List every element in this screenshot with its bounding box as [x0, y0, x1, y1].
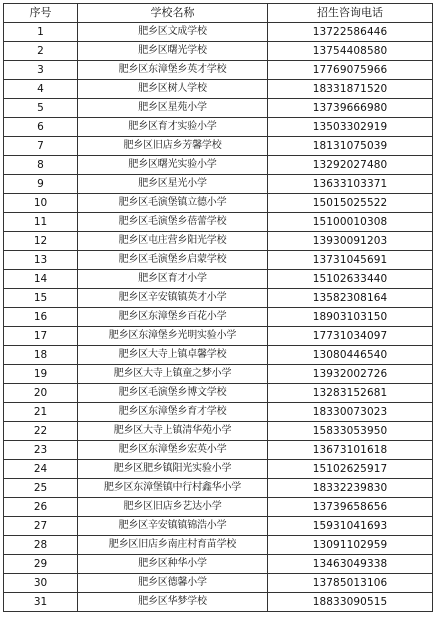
table-row [4, 156, 433, 175]
row-index-cell: 29 [4, 555, 78, 574]
table-row [4, 308, 433, 327]
school-name-cell: 肥乡区旧店乡南庄村育苗学校 [78, 536, 268, 555]
school-name-cell: 肥乡区东漳堡乡光明实验小学 [78, 327, 268, 346]
table-row [4, 346, 433, 365]
phone-cell: 15102633440 [268, 270, 433, 289]
row-index-cell: 22 [4, 422, 78, 441]
phone-cell: 15931041693 [268, 517, 433, 536]
school-name-cell: 肥乡区毛演堡镇立德小学 [78, 194, 268, 213]
phone-cell: 13283152681 [268, 384, 433, 403]
table-row [4, 289, 433, 308]
table-row [4, 80, 433, 99]
phone-cell: 13503302919 [268, 118, 433, 137]
phone-cell: 18903103150 [268, 308, 433, 327]
school-name-cell: 肥乡区肥乡镇阳光实验小学 [78, 460, 268, 479]
school-name-cell: 肥乡区毛演堡乡启蒙学校 [78, 251, 268, 270]
table-row [4, 593, 433, 612]
phone-cell: 13633103371 [268, 175, 433, 194]
school-name-cell: 肥乡区曙光学校 [78, 42, 268, 61]
row-index-cell: 11 [4, 213, 78, 232]
school-name-cell: 肥乡区大寺上镇清华苑小学 [78, 422, 268, 441]
table-row [4, 194, 433, 213]
table-row [4, 23, 433, 42]
row-index-cell: 6 [4, 118, 78, 137]
school-contact-table [3, 3, 433, 612]
school-name-cell: 肥乡区东漳堡乡育才学校 [78, 403, 268, 422]
school-name-cell: 肥乡区东漳堡乡宏英小学 [78, 441, 268, 460]
table-row [4, 42, 433, 61]
row-index-cell: 30 [4, 574, 78, 593]
row-index-cell: 14 [4, 270, 78, 289]
school-name-cell: 肥乡区育才小学 [78, 270, 268, 289]
row-index-cell: 5 [4, 99, 78, 118]
school-name-cell: 肥乡区种华小学 [78, 555, 268, 574]
phone-cell: 17769075966 [268, 61, 433, 80]
table-row [4, 441, 433, 460]
table-row [4, 175, 433, 194]
row-index-cell: 24 [4, 460, 78, 479]
row-index-cell: 2 [4, 42, 78, 61]
table-row [4, 555, 433, 574]
school-name-cell: 肥乡区屯庄营乡阳光学校 [78, 232, 268, 251]
row-index-cell: 28 [4, 536, 78, 555]
school-name-cell: 肥乡区星光小学 [78, 175, 268, 194]
row-index-cell: 27 [4, 517, 78, 536]
phone-cell: 13292027480 [268, 156, 433, 175]
row-index-cell: 19 [4, 365, 78, 384]
row-index-cell: 25 [4, 479, 78, 498]
row-index-cell: 26 [4, 498, 78, 517]
row-index-cell: 23 [4, 441, 78, 460]
table-row [4, 460, 433, 479]
phone-cell: 13463049338 [268, 555, 433, 574]
row-index-cell: 15 [4, 289, 78, 308]
column-header-index: 序号 [4, 4, 78, 23]
school-name-cell: 肥乡区东漳堡乡百花小学 [78, 308, 268, 327]
school-name-cell: 肥乡区大寺上镇卓馨学校 [78, 346, 268, 365]
phone-cell: 13731045691 [268, 251, 433, 270]
table-row [4, 517, 433, 536]
table-row [4, 118, 433, 137]
row-index-cell: 4 [4, 80, 78, 99]
table-row [4, 536, 433, 555]
row-index-cell: 17 [4, 327, 78, 346]
table-row [4, 137, 433, 156]
phone-cell: 17731034097 [268, 327, 433, 346]
phone-cell: 15015025522 [268, 194, 433, 213]
school-name-cell: 肥乡区旧店乡芳馨学校 [78, 137, 268, 156]
table-row [4, 99, 433, 118]
phone-cell: 13582308164 [268, 289, 433, 308]
row-index-cell: 20 [4, 384, 78, 403]
row-index-cell: 13 [4, 251, 78, 270]
column-header-phone: 招生咨询电话 [268, 4, 433, 23]
row-index-cell: 18 [4, 346, 78, 365]
phone-cell: 15100010308 [268, 213, 433, 232]
table-row [4, 327, 433, 346]
phone-cell: 13091102959 [268, 536, 433, 555]
table-row [4, 422, 433, 441]
school-name-cell: 肥乡区曙光实验小学 [78, 156, 268, 175]
phone-cell: 13932002726 [268, 365, 433, 384]
school-name-cell: 肥乡区辛安镇镇英才小学 [78, 289, 268, 308]
table-row [4, 365, 433, 384]
phone-cell: 18331871520 [268, 80, 433, 99]
table-header-row [4, 4, 433, 23]
table-row [4, 61, 433, 80]
row-index-cell: 7 [4, 137, 78, 156]
phone-cell: 15833053950 [268, 422, 433, 441]
table-row [4, 251, 433, 270]
table-body [4, 23, 433, 612]
phone-cell: 13722586446 [268, 23, 433, 42]
school-contact-sheet [3, 3, 432, 624]
school-name-cell: 肥乡区旧店乡艺达小学 [78, 498, 268, 517]
row-index-cell: 21 [4, 403, 78, 422]
school-name-cell: 肥乡区育才实验小学 [78, 118, 268, 137]
phone-cell: 18833090515 [268, 593, 433, 612]
row-index-cell: 16 [4, 308, 78, 327]
row-index-cell: 3 [4, 61, 78, 80]
school-name-cell: 肥乡区树人学校 [78, 80, 268, 99]
row-index-cell: 1 [4, 23, 78, 42]
row-index-cell: 9 [4, 175, 78, 194]
school-name-cell: 肥乡区华梦学校 [78, 593, 268, 612]
table-row [4, 403, 433, 422]
table-row [4, 498, 433, 517]
school-name-cell: 肥乡区德馨小学 [78, 574, 268, 593]
phone-cell: 18332239830 [268, 479, 433, 498]
phone-cell: 13739658656 [268, 498, 433, 517]
table-row [4, 213, 433, 232]
table-row [4, 574, 433, 593]
school-name-cell: 肥乡区文成学校 [78, 23, 268, 42]
phone-cell: 13080446540 [268, 346, 433, 365]
table-row [4, 479, 433, 498]
row-index-cell: 10 [4, 194, 78, 213]
school-name-cell: 肥乡区毛演堡乡蓓蕾学校 [78, 213, 268, 232]
school-name-cell: 肥乡区毛演堡乡博文学校 [78, 384, 268, 403]
phone-cell: 13785013106 [268, 574, 433, 593]
table-row [4, 232, 433, 251]
school-name-cell: 肥乡区大寺上镇童之梦小学 [78, 365, 268, 384]
phone-cell: 13754408580 [268, 42, 433, 61]
school-name-cell: 肥乡区辛安镇镇锦浩小学 [78, 517, 268, 536]
table-row [4, 384, 433, 403]
phone-cell: 18131075039 [268, 137, 433, 156]
phone-cell: 18330073023 [268, 403, 433, 422]
phone-cell: 15102625917 [268, 460, 433, 479]
school-name-cell: 肥乡区星苑小学 [78, 99, 268, 118]
phone-cell: 13673101618 [268, 441, 433, 460]
table-row [4, 270, 433, 289]
school-name-cell: 肥乡区东漳堡乡英才学校 [78, 61, 268, 80]
row-index-cell: 8 [4, 156, 78, 175]
column-header-school-name: 学校名称 [78, 4, 268, 23]
school-name-cell: 肥乡区东漳堡镇中行村鑫华小学 [78, 479, 268, 498]
row-index-cell: 12 [4, 232, 78, 251]
phone-cell: 13930091203 [268, 232, 433, 251]
phone-cell: 13739666980 [268, 99, 433, 118]
row-index-cell: 31 [4, 593, 78, 612]
